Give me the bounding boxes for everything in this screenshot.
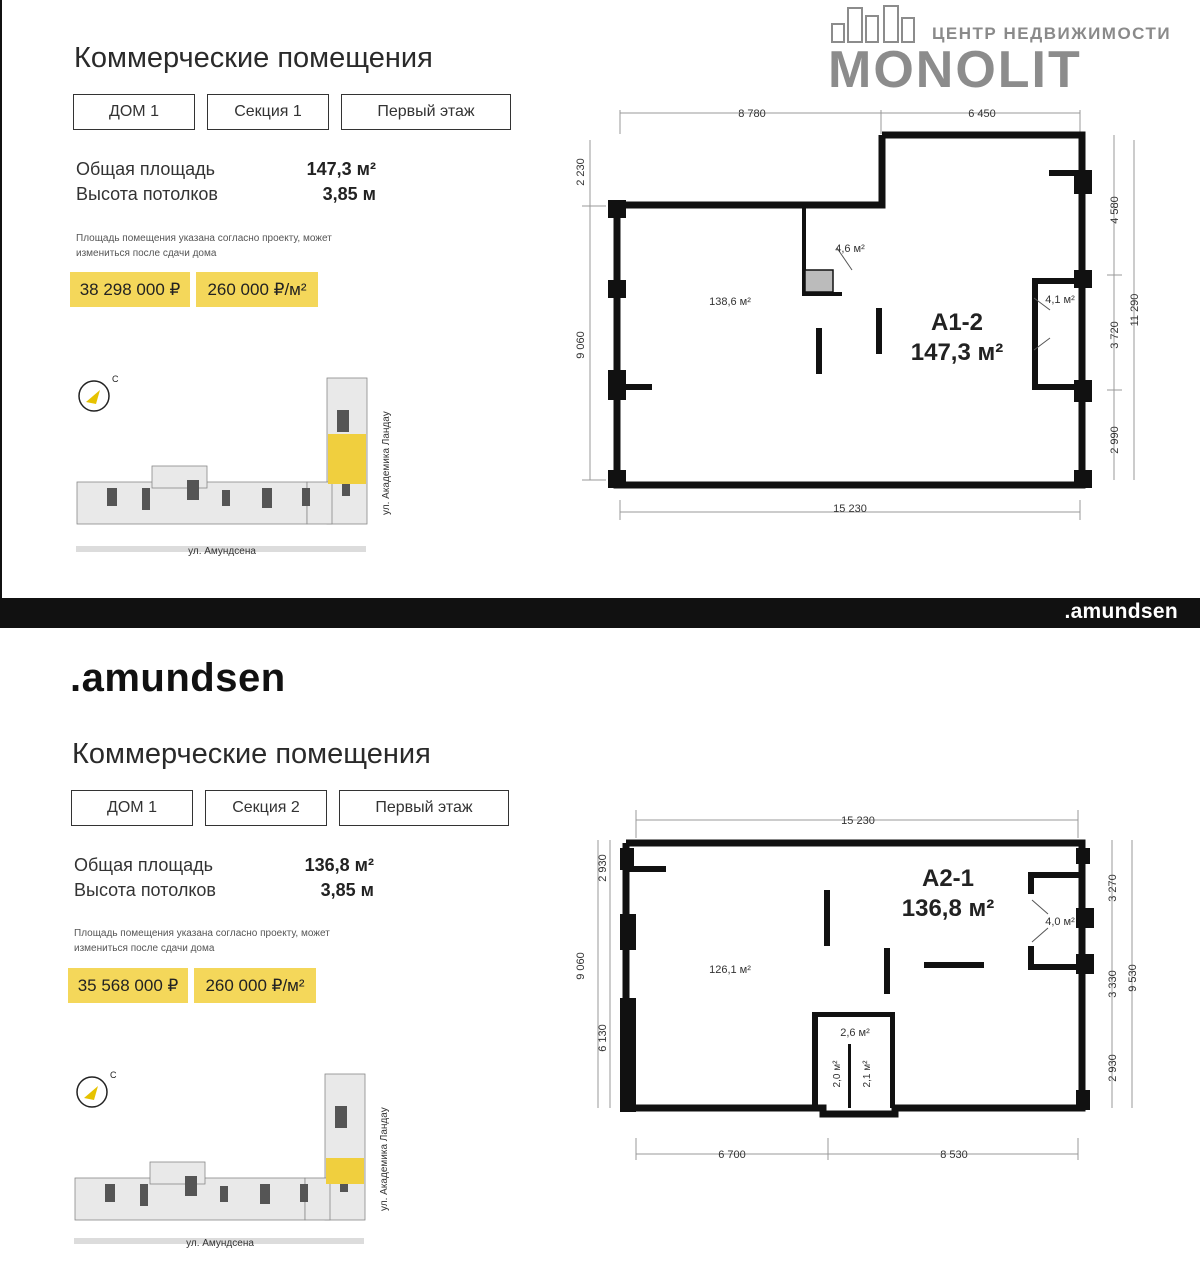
brand-mark: .amundsen [1064, 600, 1178, 623]
tag-building: ДОМ 1 [71, 790, 193, 826]
spec-table [74, 853, 374, 903]
dim-right-total: 9 530 [1127, 964, 1139, 992]
wc-b-area: 2,1 м² [862, 1060, 873, 1088]
site-plan [70, 1066, 400, 1266]
dim-bottom: 15 230 [833, 503, 867, 515]
city-skyline-icon [828, 4, 928, 44]
tag-building: ДОМ 1 [73, 94, 195, 130]
price-row [70, 272, 318, 307]
compass-icon [77, 1070, 117, 1107]
dim-left-main: 9 060 [575, 331, 587, 359]
logo-main-text: MONOLIT [828, 41, 1082, 99]
dim-right-2: 3 330 [1107, 970, 1119, 998]
listing-panel-1 [0, 0, 1200, 600]
highlight-unit [328, 434, 366, 484]
dim-left-main: 9 060 [575, 952, 587, 980]
main-room-area: 126,1 м² [709, 964, 751, 976]
wc-a-area: 2,0 м² [832, 1060, 843, 1088]
brand-divider [0, 598, 1200, 628]
unit-area: 136,8 м² [901, 895, 995, 922]
price-total: 35 568 000 ₽ [68, 968, 188, 1003]
wc-area: 4,6 м² [835, 243, 865, 255]
tag-row [71, 790, 509, 826]
monolit-logo [828, 4, 1200, 98]
price-row [68, 968, 316, 1003]
dim-right-total: 11 290 [1129, 293, 1141, 327]
tag-section: Секция 2 [205, 790, 327, 826]
height-value: 3,85 м [320, 880, 374, 900]
site-plan [72, 370, 402, 570]
unit-area: 147,3 м² [910, 339, 1004, 366]
dim-right-3: 2 990 [1109, 426, 1121, 454]
area-label: Общая площадь [74, 855, 214, 875]
street-right-label: ул. Академика Ландау [381, 411, 392, 515]
street-bottom-label: ул. Амундсена [188, 546, 256, 557]
page-title: Коммерческие помещения [72, 738, 431, 770]
tag-floor: Первый этаж [339, 790, 509, 826]
street-bottom-label: ул. Амундсена [186, 1238, 254, 1249]
brand-heading: .amundsen [70, 656, 286, 700]
floor-plan [570, 808, 1150, 1168]
side-room-area: 4,1 м² [1045, 294, 1075, 306]
dim-right-2: 3 720 [1109, 321, 1121, 349]
area-label: Общая площадь [76, 159, 216, 179]
unit-code: А2-1 [921, 865, 975, 892]
height-label: Высота потолков [76, 184, 218, 204]
height-value: 3,85 м [322, 184, 376, 204]
street-right-label: ул. Академика Ландау [379, 1107, 390, 1211]
listing-panel-2 [0, 632, 1200, 1276]
highlight-unit [326, 1158, 364, 1184]
area-value: 147,3 м² [306, 159, 376, 179]
area-note: Площадь помещения указана согласно проекту, может измениться после сдачи дома [76, 233, 332, 259]
dim-top-right: 6 450 [968, 108, 996, 120]
floor-plan [562, 100, 1152, 530]
dim-right-1: 3 270 [1107, 874, 1119, 902]
tag-row [73, 94, 511, 130]
page-title: Коммерческие помещения [74, 42, 433, 74]
dim-left-bottom: 6 130 [597, 1024, 609, 1052]
price-per-m2: 260 000 ₽/м² [194, 968, 316, 1003]
dim-right-3: 2 930 [1107, 1054, 1119, 1082]
dim-bottom-right: 8 530 [940, 1149, 968, 1161]
unit-code: А1-2 [930, 309, 984, 336]
svg-text:С: С [110, 1070, 117, 1080]
area-value: 136,8 м² [304, 855, 374, 875]
price-total: 38 298 000 ₽ [70, 272, 190, 307]
tag-section: Секция 1 [207, 94, 329, 130]
main-room-area: 138,6 м² [709, 296, 751, 308]
height-label: Высота потолков [74, 880, 216, 900]
dim-left-top: 2 930 [597, 854, 609, 882]
dim-left-top: 2 230 [575, 158, 587, 186]
area-note: Площадь помещения указана согласно проекту, может измениться после сдачи дома [74, 928, 330, 954]
dim-top-left: 8 780 [738, 108, 766, 120]
spec-table [76, 157, 376, 207]
tag-floor: Первый этаж [341, 94, 511, 130]
compass-icon [79, 374, 119, 411]
wc-area: 2,6 м² [840, 1027, 870, 1039]
price-per-m2: 260 000 ₽/м² [196, 272, 318, 307]
dim-bottom-left: 6 700 [718, 1149, 746, 1161]
dim-top: 15 230 [841, 815, 875, 827]
svg-text:С: С [112, 374, 119, 384]
dim-right-1: 4 580 [1109, 196, 1121, 224]
side-room-area: 4,0 м² [1045, 916, 1075, 928]
logo-top-text: ЦЕНТР НЕДВИЖИМОСТИ [932, 24, 1172, 43]
